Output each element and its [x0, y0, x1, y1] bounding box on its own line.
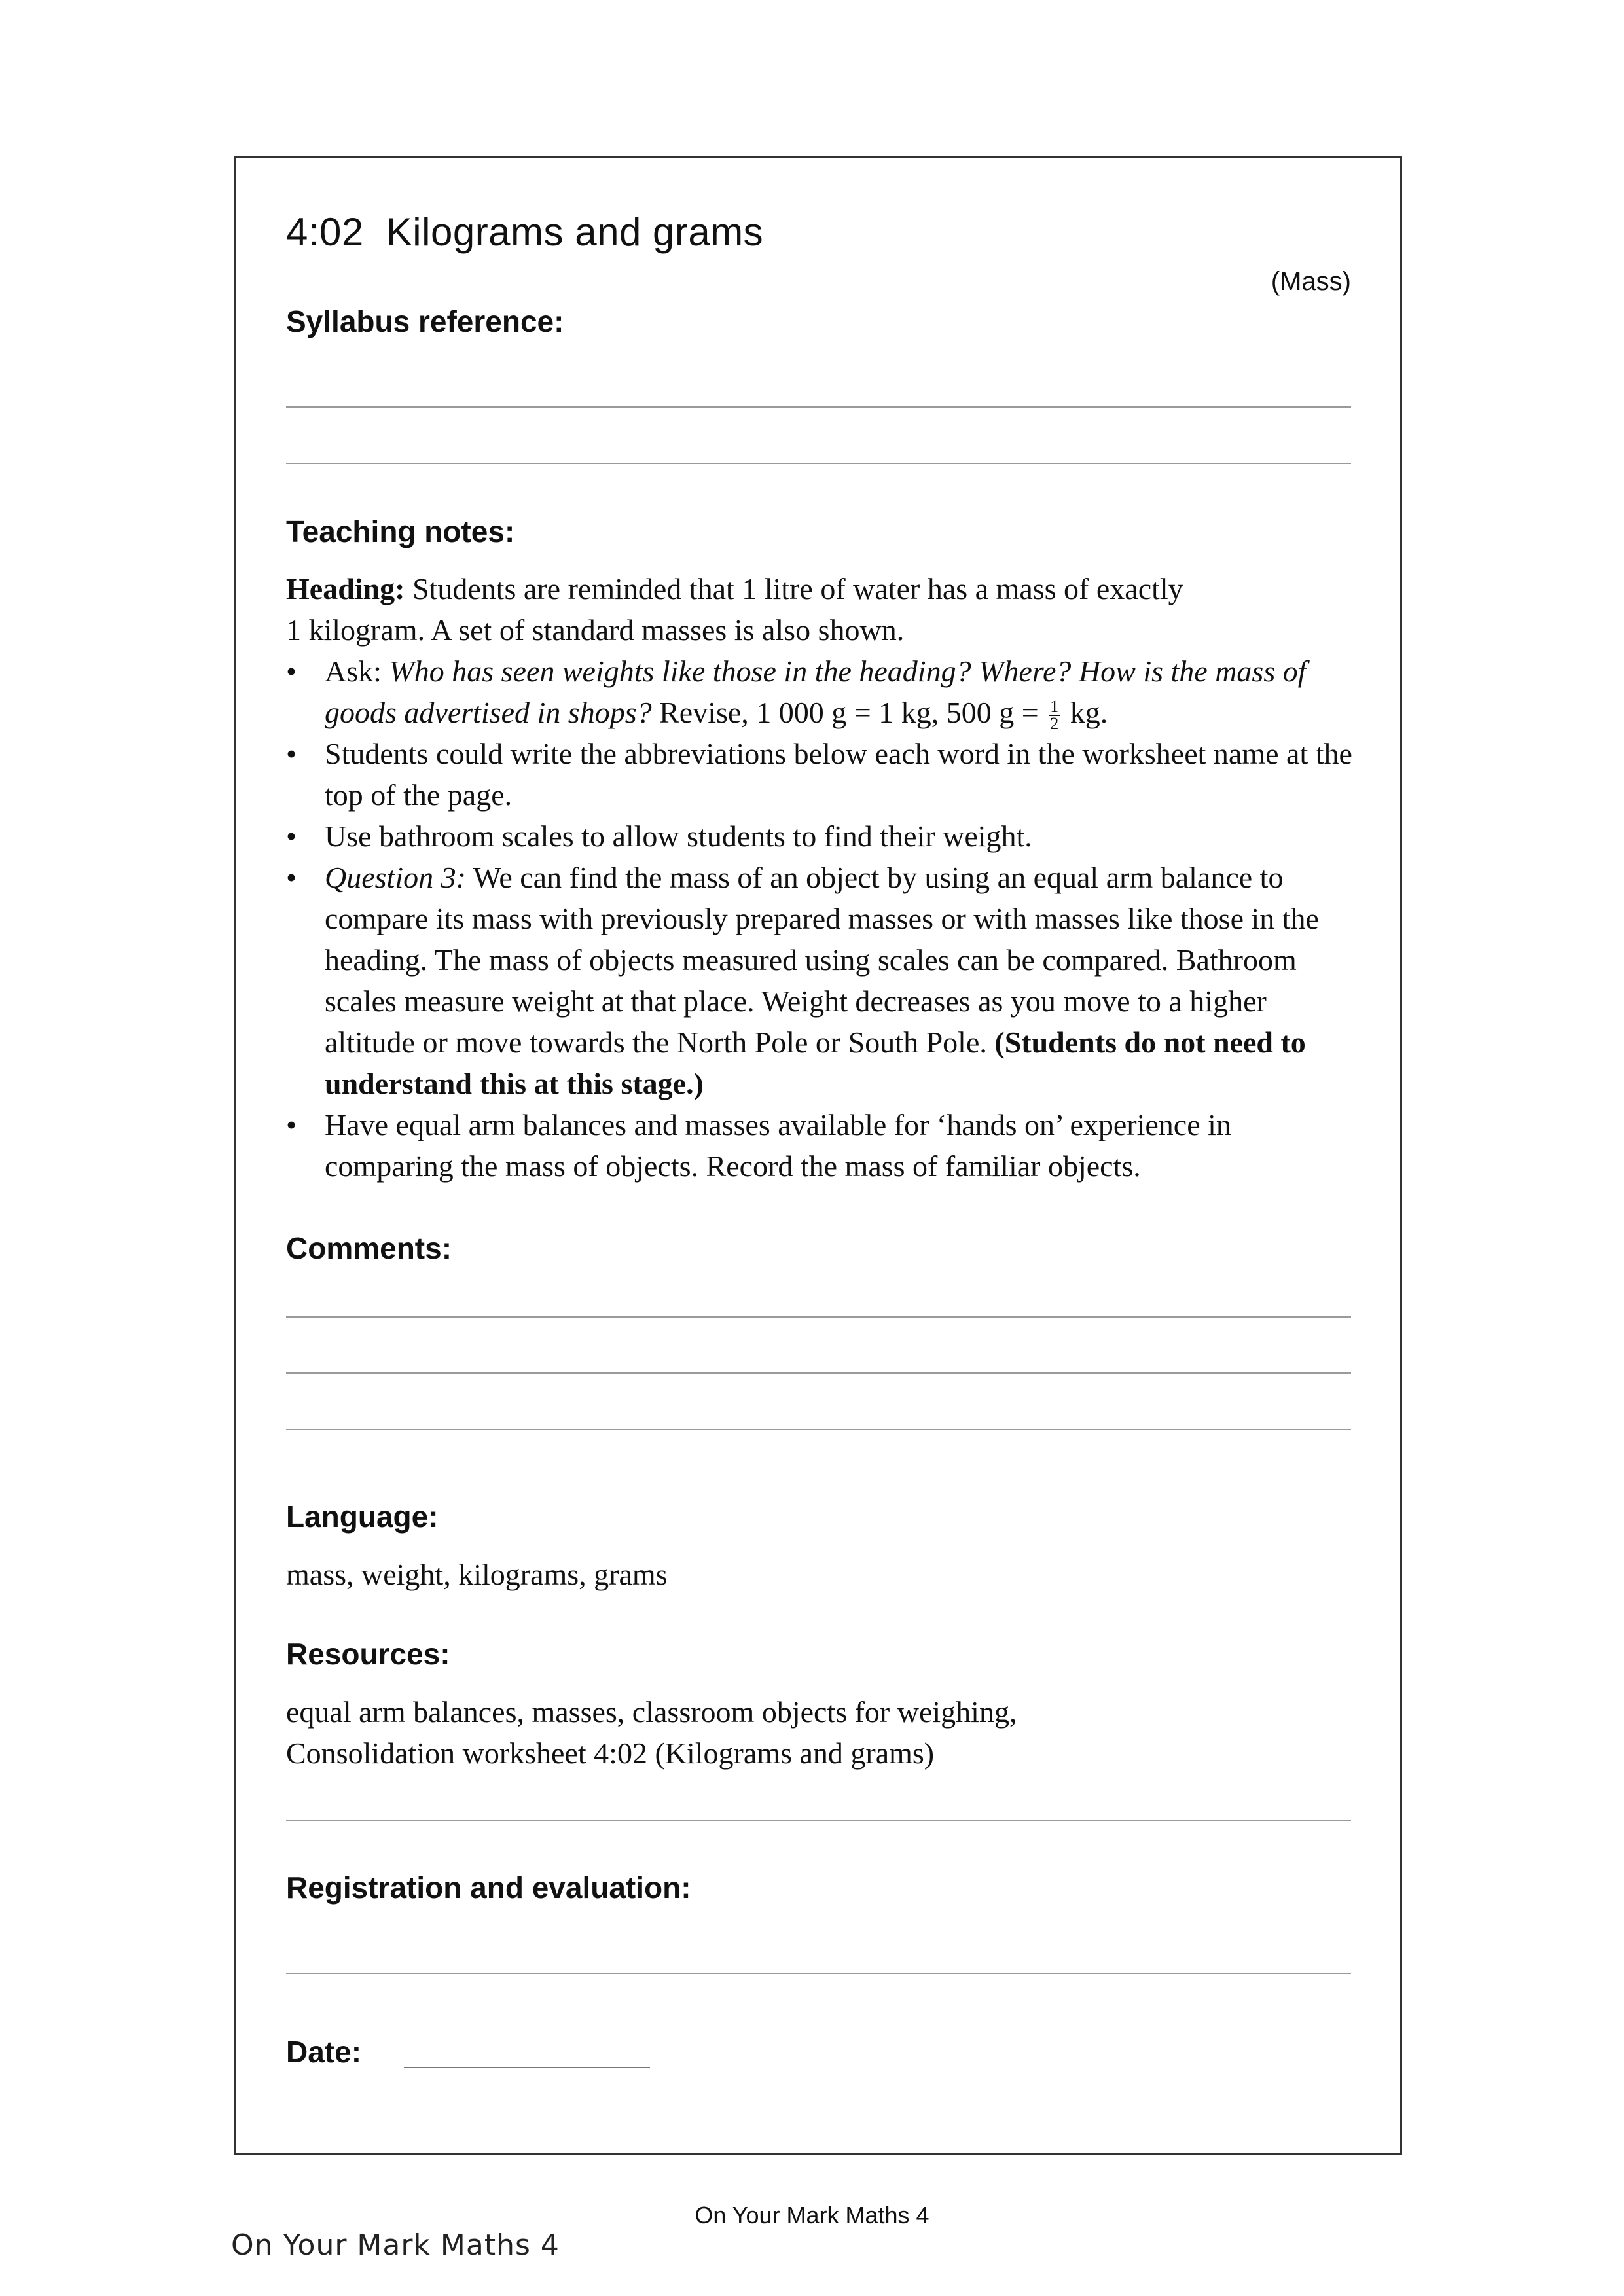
list-item: • Use bathroom scales to allow students to find their weight.: [286, 816, 1360, 857]
page-title: [286, 209, 763, 255]
lesson-title: Kilograms and grams: [386, 210, 764, 254]
lesson-number: 4:02: [286, 210, 364, 254]
footer-center: On Your Mark Maths 4: [695, 2202, 929, 2229]
resources-line: [286, 1820, 1351, 1821]
comments-line-3: [286, 1429, 1351, 1430]
language-text: mass, weight, kilograms, grams: [286, 1558, 668, 1591]
syllabus-heading: Syllabus reference:: [286, 304, 564, 338]
syllabus-line-1: [286, 406, 1351, 408]
comments-line-2: [286, 1372, 1351, 1374]
half-fraction: $\frac{1}{2}$: [1050, 697, 1059, 734]
registration-heading: Registration and evaluation:: [286, 1871, 691, 1905]
date-label: Date:: [286, 2035, 362, 2069]
comments-heading: Comments:: [286, 1231, 452, 1265]
teaching-heading: Teaching notes:: [286, 514, 515, 548]
teaching-intro-line2: 1 kilogram. A set of standard masses is also shown.: [286, 613, 905, 647]
teaching-notes: [286, 568, 1360, 1187]
resources-heading: Resources:: [286, 1637, 450, 1671]
resources-text: equal arm balances, masses, classroom objects for weighing, Consolidation worksheet 4:02 (Kilograms and grams): [286, 1695, 1017, 1770]
date-line: [404, 2067, 650, 2068]
list-item: • Question 3: We can find the mass of an object by using an equal arm balance to compare its mass with previously prepared masses or with masses like those in the heading. The mass of objects measured using scales can be compared. Bathroom scales measure weight at that place. Weight decreases as you move to a higher altitude or move towards the North Pole or South Pole. (Students do not need to understand this at this stage.): [286, 857, 1360, 1104]
comments-line-1: [286, 1316, 1351, 1318]
registration-line: [286, 1973, 1351, 1974]
syllabus-line-2: [286, 463, 1351, 464]
topic-label: (Mass): [1271, 267, 1351, 296]
list-item: • Have equal arm balances and masses available for ‘hands on’ experience in comparing the mass of objects. Record the mass of familiar objects.: [286, 1104, 1360, 1187]
list-item: • Students could write the abbreviations below each word in the worksheet name at the top of the page.: [286, 733, 1360, 816]
list-item: • Ask: Who has seen weights like those in the heading? Where? How is the mass of goods advertised in shops? Revise, 1 000 g = 1 kg, 500 g = $\frac{1}{2}$ kg.: [286, 651, 1360, 733]
footer-left: On Your Mark Maths 4: [231, 2229, 560, 2262]
teaching-intro: Heading: Students are reminded that 1 litre of water has a mass of exactly: [286, 572, 1183, 605]
language-heading: Language:: [286, 1499, 439, 1534]
